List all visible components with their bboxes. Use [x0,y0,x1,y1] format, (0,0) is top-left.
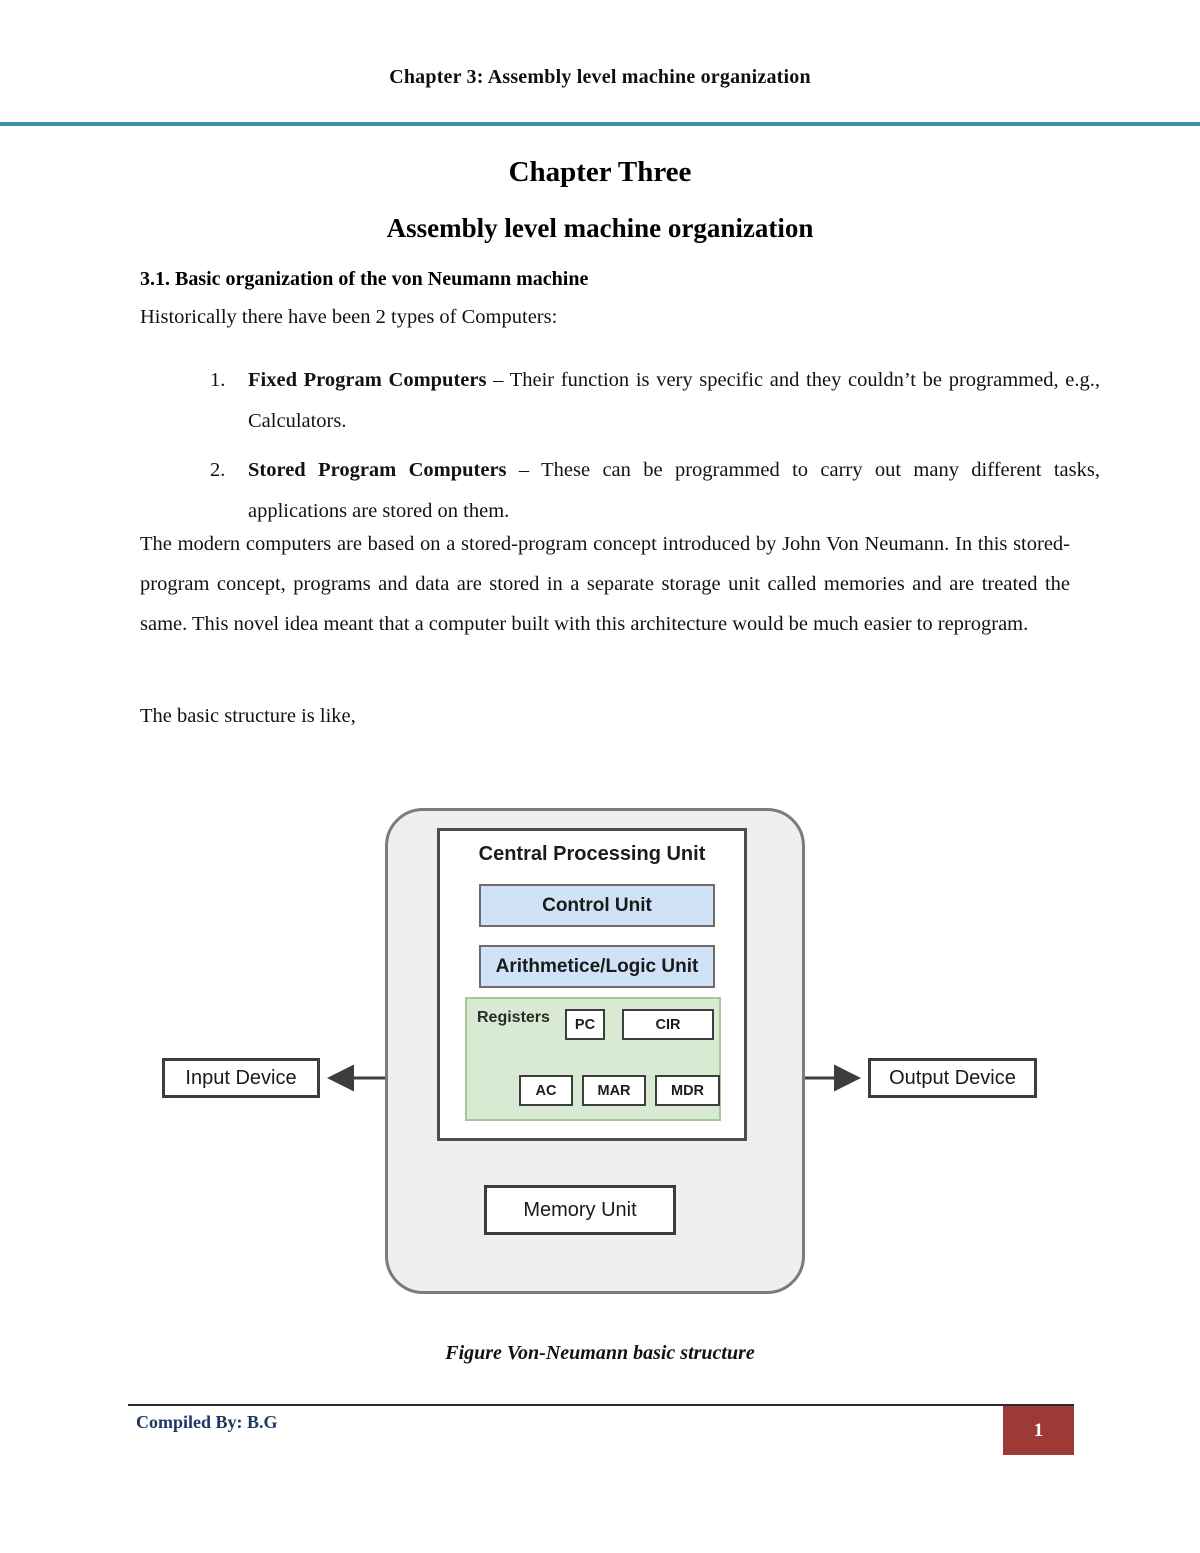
list-item-number: 1. [210,369,226,391]
list-item-text: – These can be programmed to carry out many different tasks, applications are stored on them. [248,459,1100,522]
chapter-subject-title: Assembly level machine organization [386,213,814,243]
figure-caption: Figure Von-Neumann basic structure [445,1342,755,1364]
control-unit-box: Control Unit [479,884,715,927]
register-pc: PC [565,1009,605,1040]
register-ac: AC [519,1075,573,1106]
register-mar: MAR [582,1075,646,1106]
paragraph-modern-computers: The modern computers are based on a stored-program concept introduced by John Von Neumann. In this stored-program concept, programs and data are stored in a separate storage unit called memories and are treated the same. This novel idea meant that a computer built with this architecture would be much easier to reprogram. [140,533,1070,635]
arithmetic-logic-unit-box: Arithmetice/Logic Unit [479,945,715,988]
output-device-box: Output Device [868,1058,1037,1098]
chapter-title: Chapter Three [508,156,692,188]
page-number-badge: 1 [1003,1406,1074,1455]
footer-compiled-by: Compiled By: B.G [136,1412,278,1432]
register-cir: CIR [622,1009,714,1040]
input-device-box: Input Device [162,1058,320,1098]
running-head-text: Chapter 3: Assembly level machine organization [389,66,811,88]
paragraph-basic-structure: The basic structure is like, [140,705,356,727]
register-mdr: MDR [655,1075,720,1106]
list-item-text: – Their function is very specific and they couldn’t be programmed, e.g., Calculators. [248,369,1100,432]
list-item-term: Stored Program Computers [248,459,507,481]
cpu-title-label: Central Processing Unit [478,843,706,865]
memory-unit-box: Memory Unit [484,1185,676,1235]
list-item-term: Fixed Program Computers [248,369,487,391]
intro-sentence: Historically there have been 2 types of Computers: [140,306,558,328]
list-item-number: 2. [210,459,226,481]
section-heading-3-1: 3.1. Basic organization of the von Neumann machine [140,268,589,290]
footer-divider-rule [128,1404,1074,1406]
registers-label: Registers [477,1009,550,1026]
